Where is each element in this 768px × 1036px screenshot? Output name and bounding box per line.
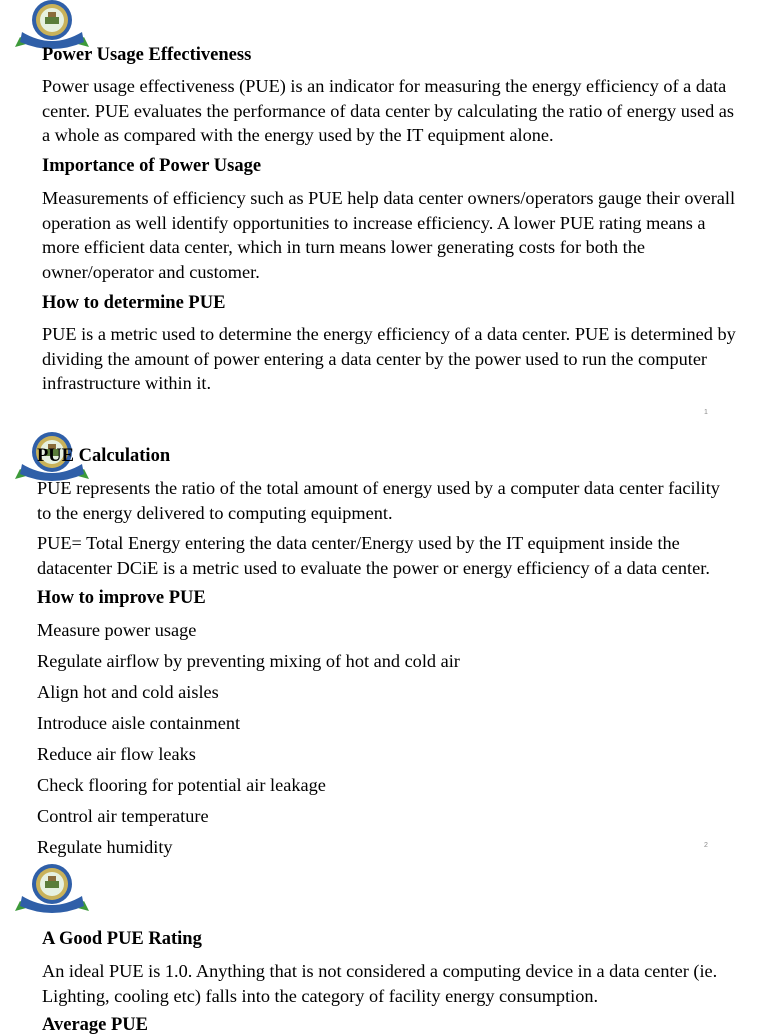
heading-average-pue: Average PUE [42,1015,148,1035]
page-number: 2 [704,842,708,849]
heading-how-to-determine-pue: How to determine PUE [42,293,226,313]
improve-item: Introduce aisle containment [37,713,241,733]
improve-item: Check flooring for potential air leakage [37,775,326,795]
improve-item: Regulate airflow by preventing mixing of hot and cold air [37,651,460,671]
improve-item: Regulate humidity [37,837,173,857]
paragraph-pue-definition: Power usage effectiveness (PUE) is an indicator for measuring the energy efficiency of a data center. PUE evaluates the performance of data center by calculating the ratio of energy used as a whole as compared with the energy used by the IT equipment alone. [42,76,735,146]
page-2 [0,420,768,860]
heading-how-to-improve-pue: How to improve PUE [37,588,206,608]
page-1 [0,0,768,420]
page-3 [0,860,768,1035]
heading-pue-calculation: PUE Calculation [37,446,171,466]
heading-importance-of-power-usage: Importance of Power Usage [42,156,262,176]
improve-item: Measure power usage [37,620,197,640]
improve-item: Control air temperature [37,806,209,826]
improve-item: Reduce air flow leaks [37,744,196,764]
heading-power-usage-effectiveness: Power Usage Effectiveness [42,45,252,65]
paragraph-importance: Measurements of efficiency such as PUE help data center owners/operators gauge their overall operation as well identify opportunities to increase efficiency. A lower PUE rating means a more efficient data center, which in turn means lower generating costs for both the owner/operator and customer. [42,188,736,282]
university-seal-logo [14,864,90,916]
paragraph-ideal-pue: An ideal PUE is 1.0. Anything that is not considered a computing device in a data center (ie. Lighting, cooling etc) falls into the category of facility energy consumption. [42,961,718,1006]
page-number: 1 [704,409,708,416]
paragraph-determine: PUE is a metric used to determine the energy efficiency of a data center. PUE is determined by dividing the amount of power entering a data center by the power used to run the computer infrastructure within it. [42,324,736,394]
improve-item: Align hot and cold aisles [37,682,219,702]
paragraph-pue-ratio: PUE represents the ratio of the total amount of energy used by a computer data center facility to the energy delivered to computing equipment. [37,478,720,523]
paragraph-pue-formula: PUE= Total Energy entering the data center/Energy used by the IT equipment inside the datacenter DCiE is a metric used to evaluate the power or energy efficiency of a data center. [37,533,710,578]
heading-a-good-pue-rating: A Good PUE Rating [42,929,202,949]
